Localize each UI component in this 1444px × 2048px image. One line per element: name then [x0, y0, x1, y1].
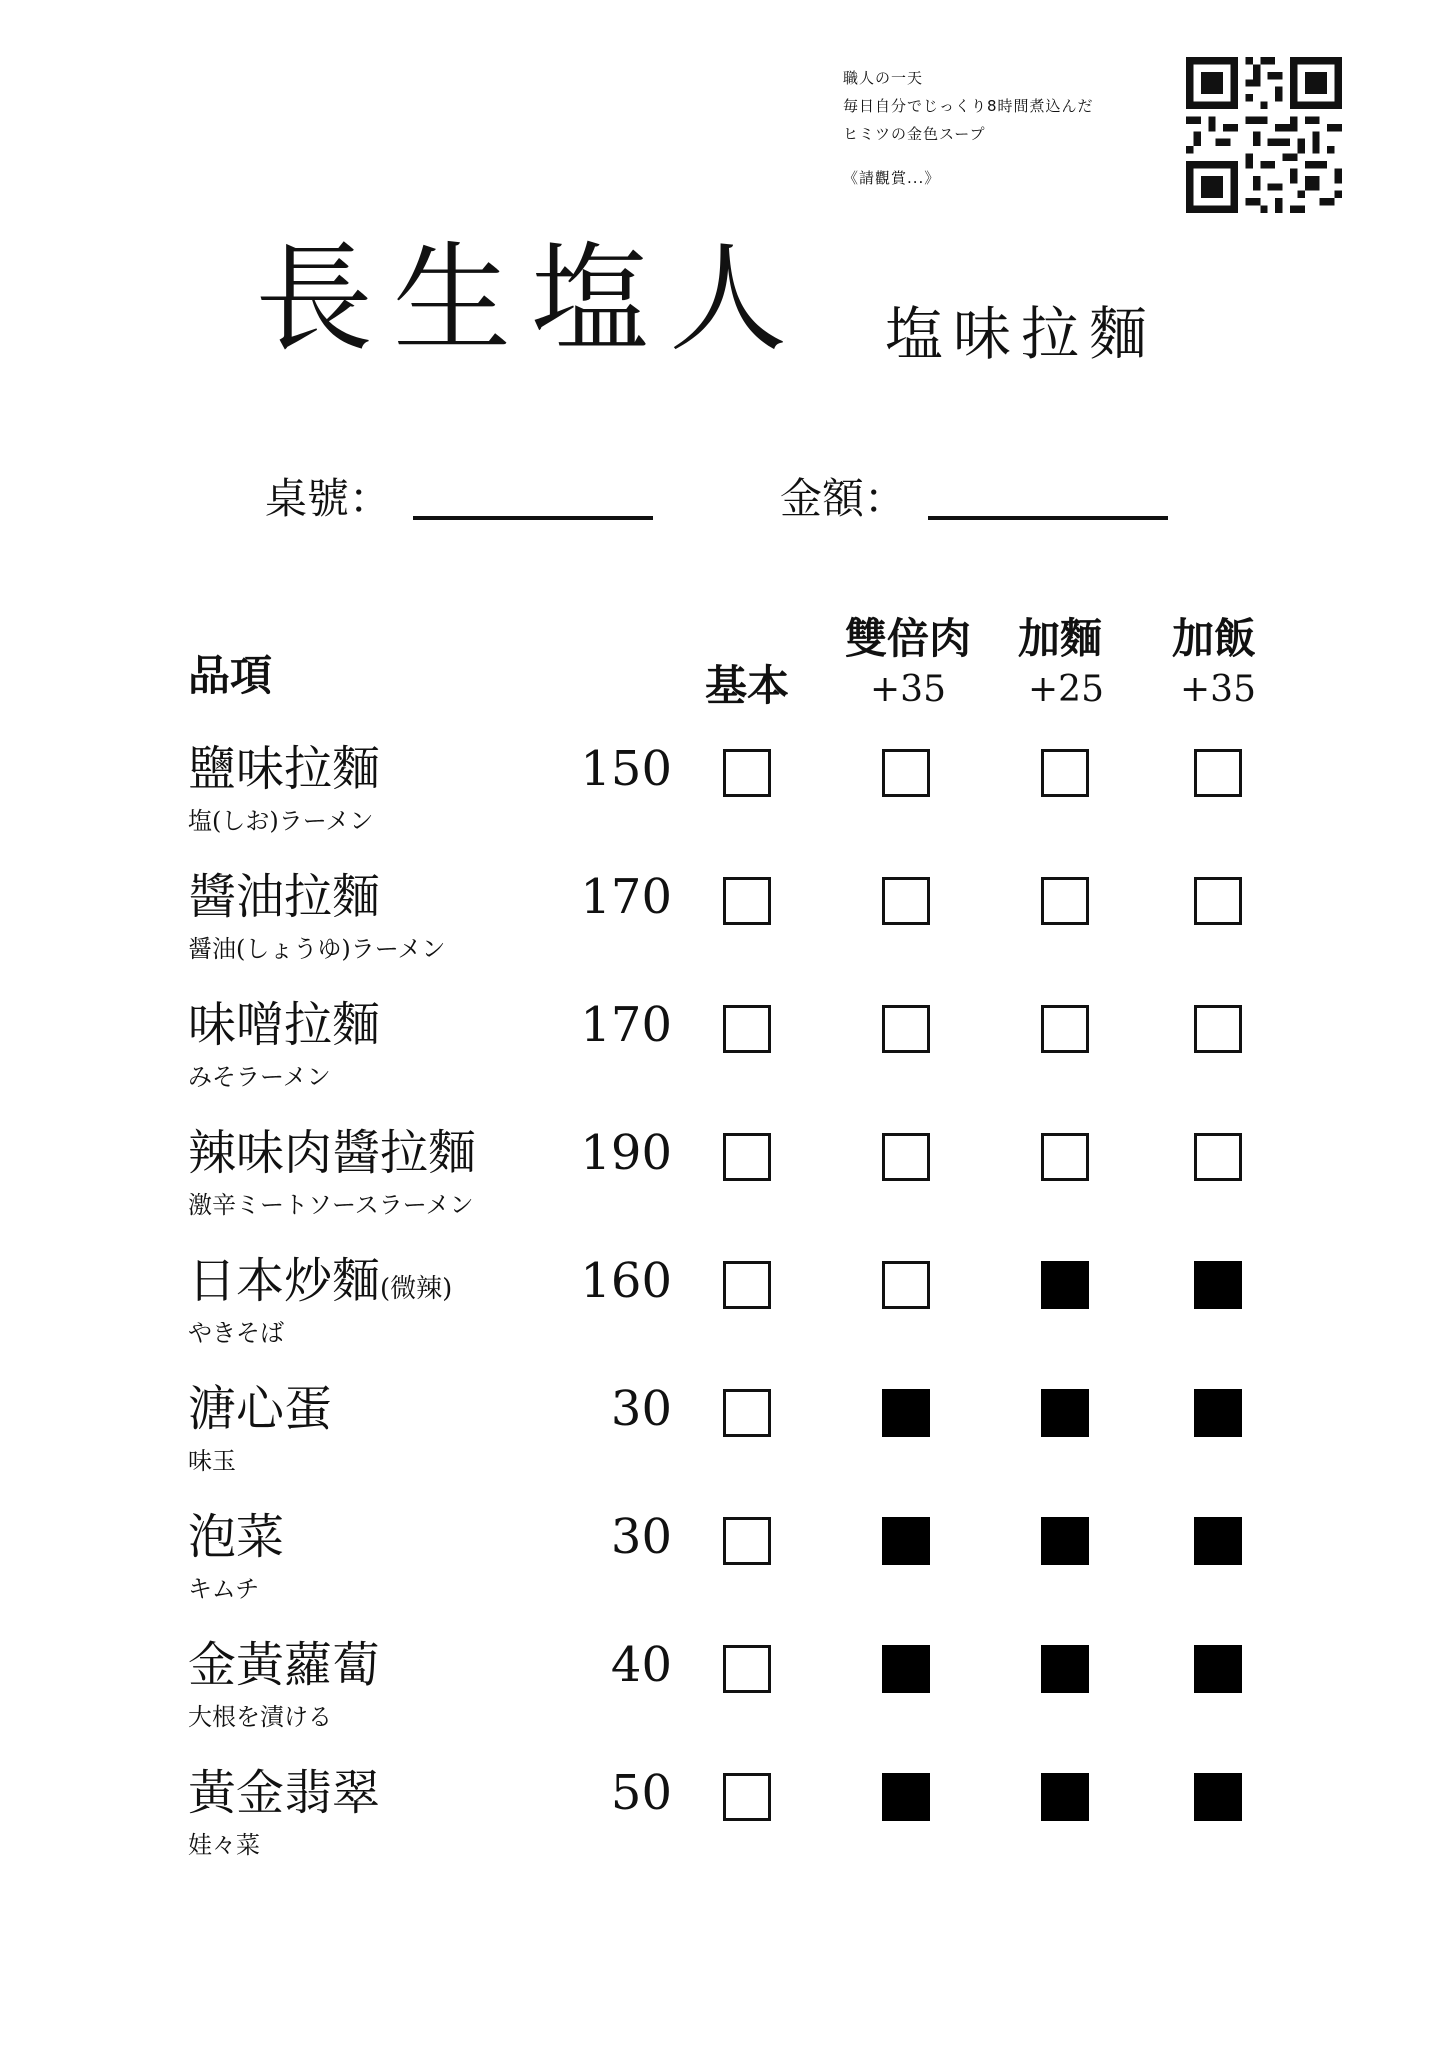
item-japanese-name: 激辛ミートソースラーメン — [188, 1191, 474, 1219]
extra-noodles-unavailable-box — [1041, 1773, 1089, 1821]
double-meat-checkbox[interactable] — [882, 1261, 930, 1309]
item-name — [188, 741, 381, 797]
item-japanese-name: 味玉 — [188, 1447, 236, 1475]
item-price: 150 — [580, 741, 672, 797]
item-name-text: 鹽味拉麵 — [188, 741, 381, 797]
amount-blank[interactable] — [928, 472, 1168, 520]
amount-label: 金額： — [780, 474, 907, 523]
item-name-text: 泡菜 — [188, 1509, 285, 1565]
item-japanese-name: 娃々菜 — [188, 1831, 260, 1859]
extra-rice-unavailable-box — [1194, 1773, 1242, 1821]
promo-block — [843, 64, 1094, 192]
extra-rice-checkbox[interactable] — [1194, 1005, 1242, 1053]
item-column-header: 品項 — [188, 651, 273, 700]
basic-checkbox[interactable] — [723, 1133, 771, 1181]
item-price: 30 — [610, 1381, 672, 1437]
item-name-text: 黃金翡翠 — [188, 1765, 381, 1821]
extra-noodles-unavailable-box — [1041, 1517, 1089, 1565]
item-name-text: 味噌拉麵 — [188, 997, 381, 1053]
menu-row — [0, 1381, 1444, 1513]
table-number-blank[interactable] — [413, 472, 653, 520]
double-meat-price: +35 — [870, 669, 946, 710]
item-japanese-name: やきそば — [188, 1319, 284, 1347]
item-price: 40 — [610, 1637, 672, 1693]
basic-checkbox[interactable] — [723, 877, 771, 925]
item-name — [188, 1765, 381, 1821]
item-name — [188, 1637, 381, 1693]
extra-noodles-unavailable-box — [1041, 1645, 1089, 1693]
extra-noodles-checkbox[interactable] — [1041, 877, 1089, 925]
item-name — [188, 997, 381, 1053]
item-price: 50 — [610, 1765, 672, 1821]
menu-row — [0, 1253, 1444, 1385]
menu-row — [0, 1509, 1444, 1641]
basic-checkbox[interactable] — [723, 1261, 771, 1309]
double-meat-unavailable-box — [882, 1645, 930, 1693]
menu-row — [0, 1765, 1444, 1897]
item-name — [188, 1509, 285, 1565]
double-meat-checkbox[interactable] — [882, 877, 930, 925]
menu-row — [0, 1125, 1444, 1257]
menu-row — [0, 741, 1444, 873]
restaurant-name: 長生塩人 — [255, 230, 808, 368]
extra-rice-checkbox[interactable] — [1194, 877, 1242, 925]
item-name-text: 溏心蛋 — [188, 1381, 333, 1437]
extra-noodles-checkbox[interactable] — [1041, 749, 1089, 797]
item-name-text: 辣味肉醬拉麵 — [188, 1125, 477, 1181]
basic-checkbox[interactable] — [723, 749, 771, 797]
item-japanese-name: 醤油(しょうゆ)ラーメン — [188, 935, 446, 963]
double-meat-unavailable-box — [882, 1773, 930, 1821]
qr-code-icon[interactable] — [1186, 57, 1342, 213]
double-meat-checkbox[interactable] — [882, 1005, 930, 1053]
basic-checkbox[interactable] — [723, 1005, 771, 1053]
item-name — [188, 1253, 453, 1309]
item-name-text: 醬油拉麵 — [188, 869, 381, 925]
watch-video-link[interactable]: 《請觀賞...》 — [843, 169, 941, 187]
item-japanese-name: 大根を漬ける — [188, 1703, 332, 1731]
basic-column-header: 基本 — [705, 661, 790, 710]
amount-field[interactable] — [780, 472, 1168, 523]
item-name-text: 日本炒麵 — [188, 1253, 381, 1309]
item-name — [188, 869, 381, 925]
promo-line: 毎日自分でじっくり8時間煮込んだ — [843, 97, 1094, 115]
basic-checkbox[interactable] — [723, 1517, 771, 1565]
item-name — [188, 1125, 477, 1181]
double-meat-checkbox[interactable] — [882, 1133, 930, 1181]
item-note: (微辣) — [380, 1274, 453, 1304]
promo-line: 職人の一天 — [843, 69, 924, 87]
item-price: 190 — [580, 1125, 672, 1181]
menu-row — [0, 997, 1444, 1129]
extra-rice-checkbox[interactable] — [1194, 1133, 1242, 1181]
extra-rice-header: 加飯 — [1172, 614, 1257, 663]
table-number-field[interactable] — [265, 472, 653, 523]
basic-checkbox[interactable] — [723, 1773, 771, 1821]
menu-row — [0, 869, 1444, 1001]
double-meat-unavailable-box — [882, 1389, 930, 1437]
item-price: 160 — [580, 1253, 672, 1309]
item-price: 170 — [580, 869, 672, 925]
item-japanese-name: キムチ — [188, 1575, 260, 1603]
extra-noodles-header: 加麵 — [1018, 614, 1103, 663]
extra-noodles-price: +25 — [1028, 669, 1104, 710]
extra-noodles-checkbox[interactable] — [1041, 1005, 1089, 1053]
extra-noodles-unavailable-box — [1041, 1261, 1089, 1309]
promo-line: ヒミツの金色スープ — [843, 125, 986, 143]
extra-noodles-checkbox[interactable] — [1041, 1133, 1089, 1181]
item-price: 30 — [610, 1509, 672, 1565]
basic-checkbox[interactable] — [723, 1389, 771, 1437]
extra-rice-unavailable-box — [1194, 1645, 1242, 1693]
menu-row — [0, 1637, 1444, 1769]
basic-checkbox[interactable] — [723, 1645, 771, 1693]
item-japanese-name: みそラーメン — [188, 1063, 331, 1091]
extra-rice-unavailable-box — [1194, 1261, 1242, 1309]
item-price: 170 — [580, 997, 672, 1053]
item-japanese-name: 塩(しお)ラーメン — [188, 807, 374, 835]
item-name — [188, 1381, 333, 1437]
extra-rice-unavailable-box — [1194, 1517, 1242, 1565]
restaurant-subtitle: 塩味拉麵 — [885, 300, 1158, 368]
double-meat-checkbox[interactable] — [882, 749, 930, 797]
table-number-label: 桌號： — [265, 474, 392, 523]
extra-rice-price: +35 — [1180, 669, 1256, 710]
extra-noodles-unavailable-box — [1041, 1389, 1089, 1437]
extra-rice-unavailable-box — [1194, 1389, 1242, 1437]
extra-rice-checkbox[interactable] — [1194, 749, 1242, 797]
item-name-text: 金黃蘿蔔 — [188, 1637, 381, 1693]
double-meat-header: 雙倍肉 — [845, 614, 972, 663]
double-meat-unavailable-box — [882, 1517, 930, 1565]
